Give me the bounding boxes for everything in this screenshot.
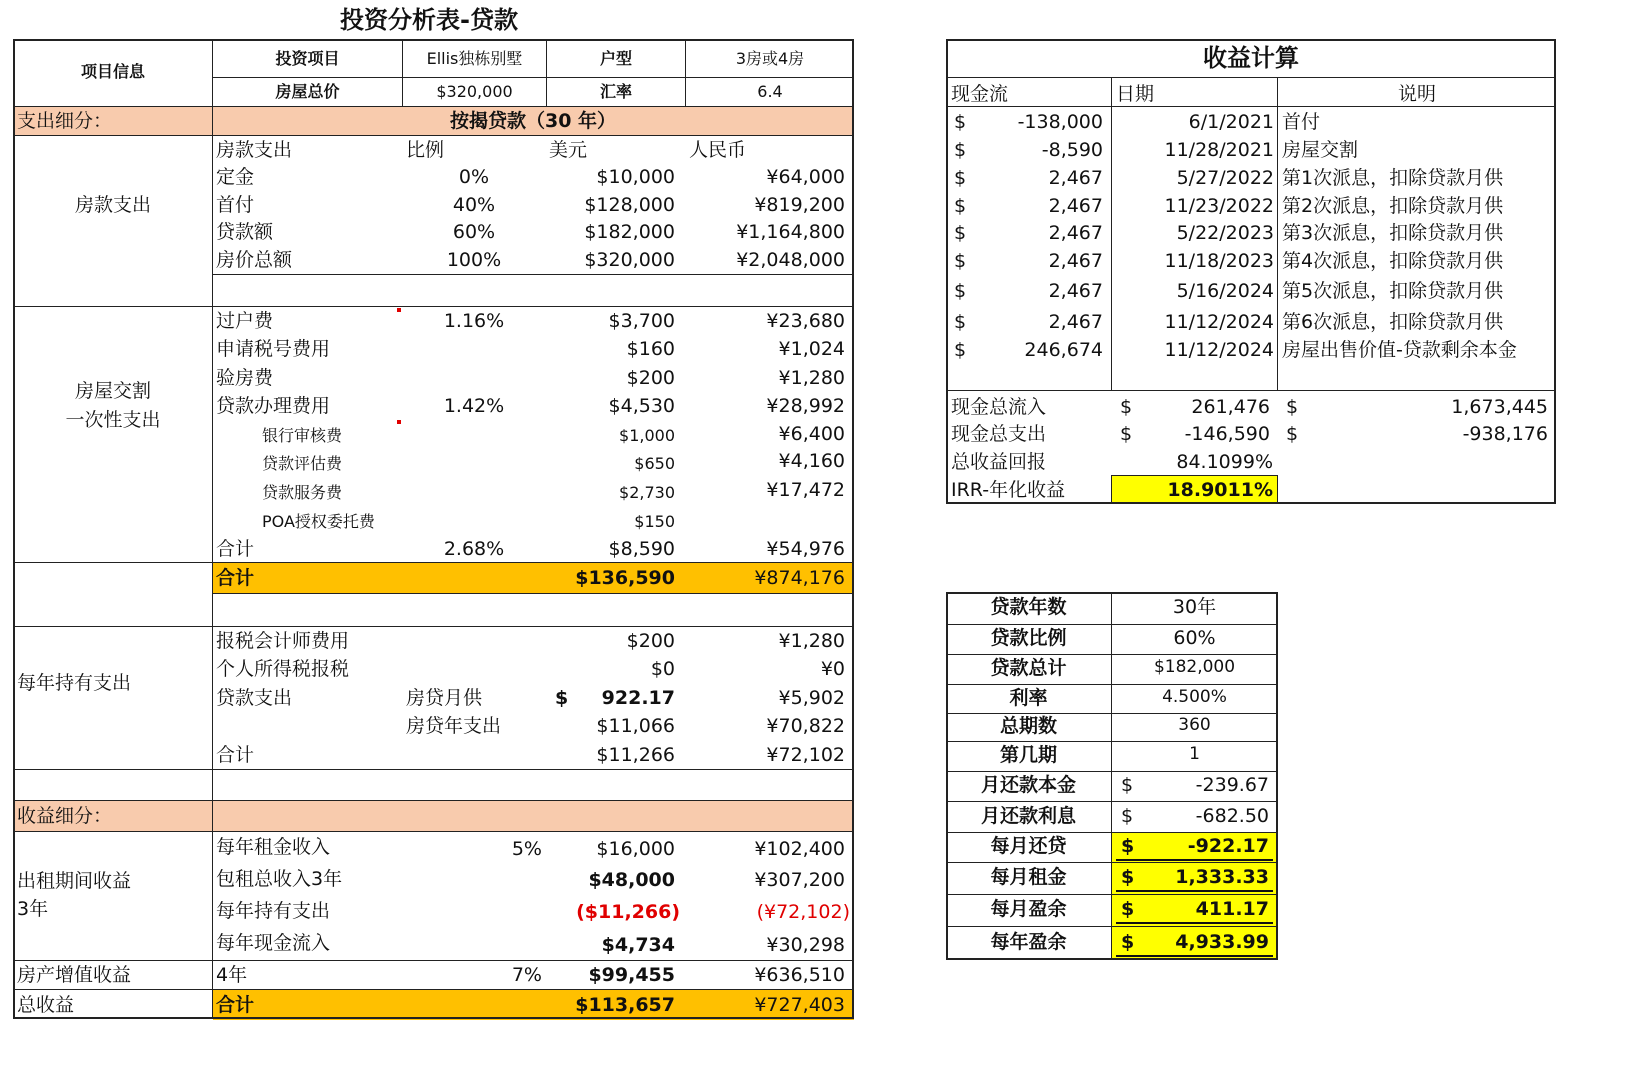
dollar-sign: $ <box>954 311 967 333</box>
cash-date: 11/23/2022 <box>1164 195 1274 217</box>
loan-value: 411.17 <box>1195 898 1269 920</box>
dollar-sign: $ <box>954 222 967 244</box>
loan-label: 贷款总计 <box>990 657 1067 679</box>
row-cny: ¥17,472 <box>766 479 845 501</box>
dollar-sign: $ <box>1120 396 1133 418</box>
total-price-value: $320,000 <box>436 82 513 101</box>
summary-cny: 1,673,445 <box>1451 396 1548 418</box>
row-item: 报税会计师费用 <box>216 630 350 652</box>
cash-amount: 2,467 <box>1048 167 1103 189</box>
row-item: 贷款额 <box>216 221 274 243</box>
row-usd: $0 <box>650 658 675 680</box>
summary-usd: 261,476 <box>1191 396 1270 418</box>
summary-usd: -146,590 <box>1184 423 1270 445</box>
monthly-payment-label: 房贷月供 <box>406 687 483 709</box>
row-cny: ¥28,992 <box>766 395 845 417</box>
cash-note: 首付 <box>1282 111 1321 133</box>
rental-section-line2: 3年 <box>17 898 49 920</box>
dollar-sign: $ <box>954 167 967 189</box>
row-item: 贷款办理费用 <box>216 395 331 417</box>
loan-label: 每月盈余 <box>990 898 1067 920</box>
row-usd: $182,000 <box>584 221 675 243</box>
loan-value: 60% <box>1173 627 1216 649</box>
loan-label: 月还款本金 <box>980 774 1076 796</box>
irr-value: 18.9011% <box>1167 479 1273 501</box>
row-item: 首付 <box>216 194 255 216</box>
row-usd: $150 <box>634 512 675 531</box>
loan-mode-label: 按揭贷款（30 年） <box>450 110 617 132</box>
row-usd: $3,700 <box>608 310 675 332</box>
annual-payment-label: 房贷年支出 <box>406 715 502 737</box>
row-item: 房价总额 <box>216 249 293 271</box>
dollar-sign: $ <box>1121 898 1135 920</box>
row-rate: 7% <box>511 964 542 986</box>
cash-amount: 2,467 <box>1048 250 1103 272</box>
summary-label: IRR-年化收益 <box>951 479 1066 501</box>
row-item: 定金 <box>216 166 255 188</box>
accounting-underline <box>1116 922 1273 924</box>
row-cny: ¥0 <box>820 658 845 680</box>
row-usd: $48,000 <box>588 869 675 891</box>
project-value: Ellis独栋别墅 <box>426 49 523 68</box>
cash-amount: 2,467 <box>1048 311 1103 333</box>
dollar-sign: $ <box>954 250 967 272</box>
row-ratio: 0% <box>458 166 490 188</box>
row-cny: ¥72,102 <box>766 744 845 766</box>
cash-date: 11/28/2021 <box>1164 139 1274 161</box>
cash-note: 第2次派息，扣除贷款月供 <box>1282 195 1504 217</box>
row-usd: $128,000 <box>584 194 675 216</box>
cash-date: 11/12/2024 <box>1164 339 1274 361</box>
loan-value: 1,333.33 <box>1175 866 1269 888</box>
row-cny: ¥6,400 <box>778 423 845 445</box>
row-usd: $16,000 <box>596 838 675 860</box>
row-usd: $11,266 <box>596 744 675 766</box>
row-cny: ¥4,160 <box>778 450 845 472</box>
summary-label: 现金总流入 <box>951 396 1047 418</box>
row-usd: $200 <box>626 630 675 652</box>
loan-label: 每月还贷 <box>990 835 1067 857</box>
row-item: 每年现金流入 <box>216 932 331 954</box>
cash-date: 5/27/2022 <box>1176 167 1274 189</box>
grand-total-section: 总收益 <box>17 994 75 1016</box>
cash-note: 第4次派息，扣除贷款月供 <box>1282 250 1504 272</box>
row-usd: $8,590 <box>608 538 675 560</box>
dollar-sign: $ <box>1286 396 1299 418</box>
cash-note: 第6次派息，扣除贷款月供 <box>1282 311 1504 333</box>
comment-marker <box>397 420 401 424</box>
cash-date: 11/12/2024 <box>1164 311 1274 333</box>
row-usd: $650 <box>634 454 675 473</box>
dollar-sign: $ <box>1286 423 1299 445</box>
returns-title: 收益计算 <box>1203 44 1299 72</box>
total-return-value: 84.1099% <box>1176 451 1273 473</box>
annual-payment-usd: $11,066 <box>596 715 675 737</box>
dollar-sign: $ <box>954 195 967 217</box>
accounting-underline <box>1116 859 1273 861</box>
dollar-sign: $ <box>1121 931 1135 953</box>
col-header-item: 房款支出 <box>216 139 293 161</box>
row-usd: $320,000 <box>584 249 675 271</box>
rental-section-line1: 出租期间收益 <box>17 870 132 892</box>
row-cny: ¥23,680 <box>766 310 845 332</box>
total-price-key: 房屋总价 <box>275 82 340 101</box>
loan-label: 第几期 <box>999 744 1057 766</box>
accounting-underline <box>1116 955 1273 957</box>
row-cny: ¥1,164,800 <box>736 221 845 243</box>
row-rate: 5% <box>511 838 542 860</box>
row-cny: ¥64,000 <box>766 166 845 188</box>
row-cny: ¥819,200 <box>754 194 845 216</box>
row-item: 4年 <box>216 964 248 986</box>
row-item: 合计 <box>216 538 255 560</box>
row-usd: $4,734 <box>601 934 675 956</box>
cash-note: 房屋交割 <box>1282 139 1359 161</box>
row-item: 验房费 <box>216 367 274 389</box>
row-ratio: 2.68% <box>443 538 505 560</box>
dollar-sign: $ <box>1121 805 1134 827</box>
cash-amount: 2,467 <box>1048 195 1103 217</box>
row-usd: ($11,266) <box>576 901 680 923</box>
dollar-sign: $ <box>1121 774 1134 796</box>
loan-value: 4.500% <box>1162 687 1227 707</box>
row-usd: $136,590 <box>575 567 675 589</box>
row-cny: ¥102,400 <box>754 838 845 860</box>
summary-label: 现金总支出 <box>951 423 1047 445</box>
cash-note: 房屋出售价值-贷款剩余本金 <box>1282 339 1517 361</box>
row-ratio: 60% <box>452 221 496 243</box>
exchange-rate-key: 汇率 <box>599 82 632 101</box>
dollar-sign: $ <box>954 111 967 133</box>
unit-type-value: 3房或4房 <box>735 49 805 68</box>
row-usd: $99,455 <box>588 964 675 986</box>
row-cny: ¥1,280 <box>778 367 845 389</box>
row-cny: ¥636,510 <box>754 964 845 986</box>
loan-value: 30年 <box>1172 596 1217 618</box>
dollar-sign: $ <box>954 280 967 302</box>
comment-marker <box>397 308 401 312</box>
col-header-usd: 美元 <box>549 139 588 161</box>
cash-date: 6/1/2021 <box>1188 111 1274 133</box>
summary-label: 总收益回报 <box>951 451 1047 473</box>
loan-label: 贷款年数 <box>990 596 1067 618</box>
row-item: 贷款服务费 <box>262 483 343 502</box>
row-cny: (¥72,102) <box>756 901 850 923</box>
row-usd: $2,730 <box>619 483 675 502</box>
loan-value: 4,933.99 <box>1175 931 1269 953</box>
row-usd: $10,000 <box>596 166 675 188</box>
col-header-note: 说明 <box>1397 83 1436 105</box>
loan-value: -922.17 <box>1187 835 1269 857</box>
row-cny: ¥1,280 <box>778 630 845 652</box>
loan-label: 每月租金 <box>990 866 1067 888</box>
expense-header-label: 支出细分： <box>17 110 113 132</box>
row-item: 包租总收入3年 <box>216 868 343 890</box>
row-cny: ¥727,403 <box>754 994 845 1016</box>
row-usd: $1,000 <box>619 426 675 445</box>
dollar-sign: $ <box>1120 423 1133 445</box>
row-cny: ¥2,048,000 <box>736 249 845 271</box>
loan-label: 每年盈余 <box>990 931 1067 953</box>
row-cny: ¥1,024 <box>778 338 845 360</box>
loan-label: 总期数 <box>999 715 1057 737</box>
col-header-cny: 人民币 <box>689 139 747 161</box>
cash-date: 11/18/2023 <box>1164 250 1274 272</box>
row-item: POA授权委托费 <box>262 512 375 531</box>
project-info-label: 项目信息 <box>80 62 145 81</box>
cash-amount: -8,590 <box>1041 139 1103 161</box>
unit-type-key: 户型 <box>599 49 632 68</box>
cash-amount: -138,000 <box>1017 111 1103 133</box>
row-item: 过户费 <box>216 310 274 332</box>
dollar-sign: $ <box>1121 835 1135 857</box>
annual-section: 每年持有支出 <box>17 672 132 694</box>
row-ratio: 100% <box>446 249 502 271</box>
col-header-cash: 现金流 <box>951 83 1009 105</box>
closing-section-line2: 一次性支出 <box>65 409 161 431</box>
row-item: 贷款评估费 <box>262 454 343 473</box>
income-header-label: 收益细分： <box>17 805 113 827</box>
cash-date: 5/22/2023 <box>1176 222 1274 244</box>
cash-amount: 2,467 <box>1048 280 1103 302</box>
loan-value: 360 <box>1178 715 1211 735</box>
row-cny: ¥30,298 <box>766 934 845 956</box>
appreciation-section: 房产增值收益 <box>17 964 132 986</box>
monthly-payment-cny: ¥5,902 <box>778 687 845 709</box>
row-item: 合计 <box>216 744 255 766</box>
cash-date: 5/16/2024 <box>1176 280 1274 302</box>
row-item: 个人所得税报税 <box>216 658 350 680</box>
summary-cny: -938,176 <box>1462 423 1548 445</box>
monthly-payment-value: 922.17 <box>601 687 675 709</box>
row-cny: ¥307,200 <box>754 869 845 891</box>
dollar-sign: $ <box>954 339 967 361</box>
dollar-sign: $ <box>1121 866 1135 888</box>
row-item: 银行审核费 <box>262 426 343 445</box>
cash-amount: 246,674 <box>1024 339 1103 361</box>
row-usd: $160 <box>626 338 675 360</box>
row-ratio: 40% <box>452 194 496 216</box>
row-item: 贷款支出 <box>216 687 293 709</box>
cash-note: 第5次派息，扣除贷款月供 <box>1282 280 1504 302</box>
page-title: 投资分析表-贷款 <box>340 6 518 34</box>
row-item: 合计 <box>216 994 255 1016</box>
cash-note: 第3次派息，扣除贷款月供 <box>1282 222 1504 244</box>
cash-amount: 2,467 <box>1048 222 1103 244</box>
exchange-rate-value: 6.4 <box>757 82 783 101</box>
annual-payment-cny: ¥70,822 <box>766 715 845 737</box>
row-usd: $200 <box>626 367 675 389</box>
row-item: 申请税号费用 <box>216 338 331 360</box>
col-header-ratio: 比例 <box>406 139 445 161</box>
loan-label: 利率 <box>1009 687 1048 709</box>
row-usd: $113,657 <box>575 994 675 1016</box>
row-cny: ¥54,976 <box>766 538 845 560</box>
loan-value: -239.67 <box>1195 774 1269 796</box>
row-item: 合计 <box>216 567 255 589</box>
loan-label: 贷款比例 <box>990 627 1067 649</box>
row-usd: $4,530 <box>608 395 675 417</box>
closing-section-line1: 房屋交割 <box>74 380 151 402</box>
loan-value: 1 <box>1189 744 1200 764</box>
col-header-date: 日期 <box>1116 83 1155 105</box>
project-key: 投资项目 <box>275 49 340 68</box>
house-payment-section: 房款支出 <box>74 194 151 216</box>
accounting-underline <box>1116 890 1273 892</box>
row-ratio: 1.16% <box>443 310 505 332</box>
row-item: 每年持有支出 <box>216 900 331 922</box>
dollar-sign: $ <box>954 139 967 161</box>
cash-note: 第1次派息，扣除贷款月供 <box>1282 167 1504 189</box>
row-ratio: 1.42% <box>443 395 505 417</box>
loan-value: -682.50 <box>1195 805 1269 827</box>
dollar-sign: $ <box>555 687 569 709</box>
row-cny: ¥874,176 <box>754 567 845 589</box>
loan-value: $182,000 <box>1153 657 1236 677</box>
row-item: 每年租金收入 <box>216 836 331 858</box>
loan-label: 月还款利息 <box>980 805 1076 827</box>
